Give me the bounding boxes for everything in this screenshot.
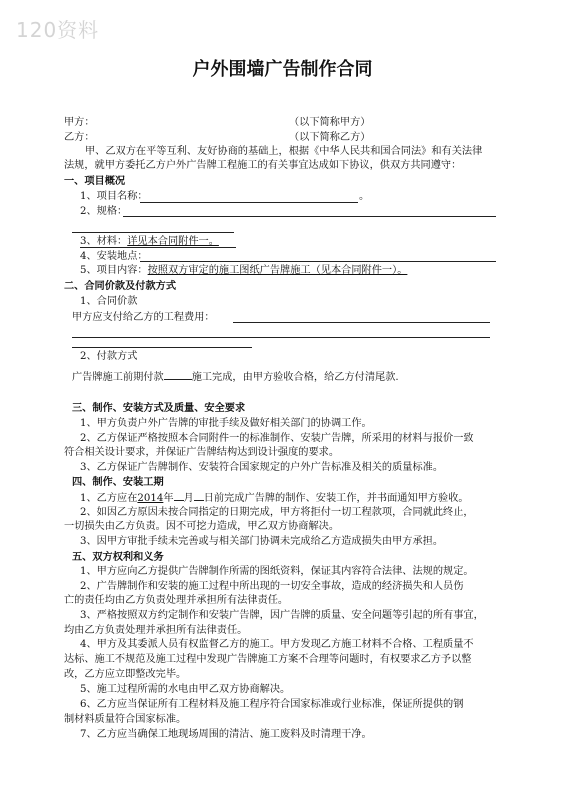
s3-line-3: 3、乙方保证广告牌制作、安装符合国家规定的户外广告标准及相关的质量标准。 — [80, 462, 444, 473]
s5-line-1: 1、甲方应向乙方提供广告牌制作所需的图纸资料，保证其内容符合法律、法规的规定。 — [80, 566, 474, 577]
day-blank — [194, 491, 204, 501]
location-label: 4、安装地点： — [80, 251, 148, 262]
content-line — [80, 264, 407, 278]
s4-line-1-a: 1、乙方应在 — [80, 493, 138, 504]
payment-terms-b: 施工完成，由甲方验收合格，给乙方付清尾款. — [191, 372, 399, 383]
intro-line-1: 甲、乙双方在平等互利、友好协商的基础上，根据《中华人民共和国合同法》和有关法律 — [85, 146, 483, 157]
s5-line-5: 5、施工过程所需的水电由甲乙双方协商解决。 — [80, 684, 291, 695]
engineering-fee-label: 甲方应支付给乙方的工程费用： — [72, 312, 215, 323]
s5-line-3a: 3、严格按照双方约定制作和安装广告牌，因广告牌的质量、安全问题等引起的所有事宜， — [80, 610, 484, 621]
s4-month-suffix: 月 — [183, 493, 194, 504]
material-underline — [80, 247, 236, 248]
spec-blank-1 — [123, 216, 496, 217]
s5-line-4 — [80, 638, 474, 652]
s3-line-2b: 符合相关设计要求，并保证广告牌结构达到设计强度的要求。 — [64, 447, 340, 458]
project-name-end: 。 — [359, 191, 370, 202]
s5-line-3b: 均由乙方负责处理并承担所有法律责任。 — [64, 625, 248, 636]
content-value: 按照双方审定的施工图纸广告牌施工（见本合同附件一）。 — [147, 265, 408, 276]
s3-line-1: 1、甲方负责户外广告牌的审批手续及做好相关部门的协调工作。 — [80, 418, 372, 429]
spec-label: 2、规格： — [80, 206, 128, 217]
payment-blank — [164, 370, 192, 380]
fee-blank-1 — [233, 322, 490, 323]
section-5-heading: 五、双方权利和义务 — [72, 552, 164, 563]
s4-year-suffix: 年 — [163, 493, 174, 504]
section-2-heading: 二、合同价款及付款方式 — [64, 281, 177, 292]
completion-year: 2014 — [137, 493, 164, 504]
s3-line-2a: 2、乙方保证严格按照本合同附件一的标准制作、安装广告牌，所采用的材料与报价一致 — [80, 433, 474, 444]
s4-line-2b: 一切损失由乙方负责。因不可挖力造成，甲乙双方协商解决。 — [64, 521, 340, 532]
s4-line-3: 3、因甲方审批手续未完善或与相关部门协调未完成给乙方造成损失由甲方承担。 — [80, 536, 444, 547]
s4-line-1 — [80, 491, 469, 506]
s5-line-4c: 达标、施工不规范及施工过程中发现广告牌施工方案不合理等问题时，有权要求乙方予以整 — [64, 654, 472, 665]
s4-line-1-d: 日前完成广告牌的制作、安装工作，并书面通知甲方验收。 — [203, 493, 469, 504]
party-b-note: （以下简称乙方） — [289, 132, 371, 143]
material-prefix: 3、材料： — [80, 236, 128, 247]
intro-line-2: 法规，就甲方委托乙方户外广告牌工程施工的有关事宜达成如下协议，供双方共同遵守： — [64, 160, 462, 171]
fee-blank-3 — [72, 347, 252, 348]
s5-line-6b: 制材料质量符合国家标准。 — [64, 714, 187, 725]
section-4-heading: 四、制作、安装工期 — [72, 477, 164, 488]
location-blank — [140, 261, 496, 262]
payment-terms-a: 广告牌施工前期付款 — [72, 372, 164, 383]
material-value: 详见本合同附件一。 — [127, 236, 219, 247]
s4-line-2a: 2、如因乙方原因未按合同指定的日期完成，甲方将拒付一切工程款项，合同就此终止， — [80, 507, 474, 518]
contract-title: 户外围墙广告制作合同 — [192, 59, 373, 80]
s5-line-4d: 改，乙方应立即整改完毕。 — [64, 669, 187, 680]
payment-terms — [72, 370, 399, 385]
fee-blank-2 — [72, 337, 490, 338]
s5-line-6a: 6、乙方应当保证所有工程材料及施工程序符合国家标准或行业标准，保证所提供的钢 — [80, 699, 464, 710]
contract-price-label: 1、合同价款 — [80, 296, 138, 307]
section-3-heading: 三、制作、安装方式及质量、安全要求 — [72, 403, 246, 414]
s5-line-2b: 亡的责任均由乙方负责处理并承担所有法律责任。 — [64, 595, 289, 606]
s5-line-4-b: 甲方发现乙方施工材料不合格、工程质量不 — [280, 639, 474, 650]
project-name-label: 1、项目名称： — [80, 191, 148, 202]
s5-line-7: 7、乙方应当确保工地现场周围的清洁、施工废料及时清理干净。 — [80, 729, 372, 740]
month-blank — [174, 491, 184, 501]
party-a-note: （以下简称甲方） — [289, 117, 371, 128]
watermark: 120资料 — [16, 18, 100, 42]
project-name-blank — [140, 202, 358, 203]
party-a-label: 甲方： — [64, 117, 95, 128]
payment-method-label: 2、付款方式 — [80, 351, 138, 362]
s5-line-4-a: 4、甲方及其委派人员有权监督乙方的施工。 — [80, 639, 281, 650]
party-b-label: 乙方： — [64, 132, 95, 143]
spec-blank-2 — [72, 232, 234, 233]
content-prefix: 5、项目内容： — [80, 265, 148, 276]
section-1-heading: 一、项目概况 — [64, 176, 126, 187]
s5-line-2a: 2、广告牌制作和安装的施工过程中所出现的一切安全事故，造成的经济损失和人员伤 — [80, 581, 464, 592]
